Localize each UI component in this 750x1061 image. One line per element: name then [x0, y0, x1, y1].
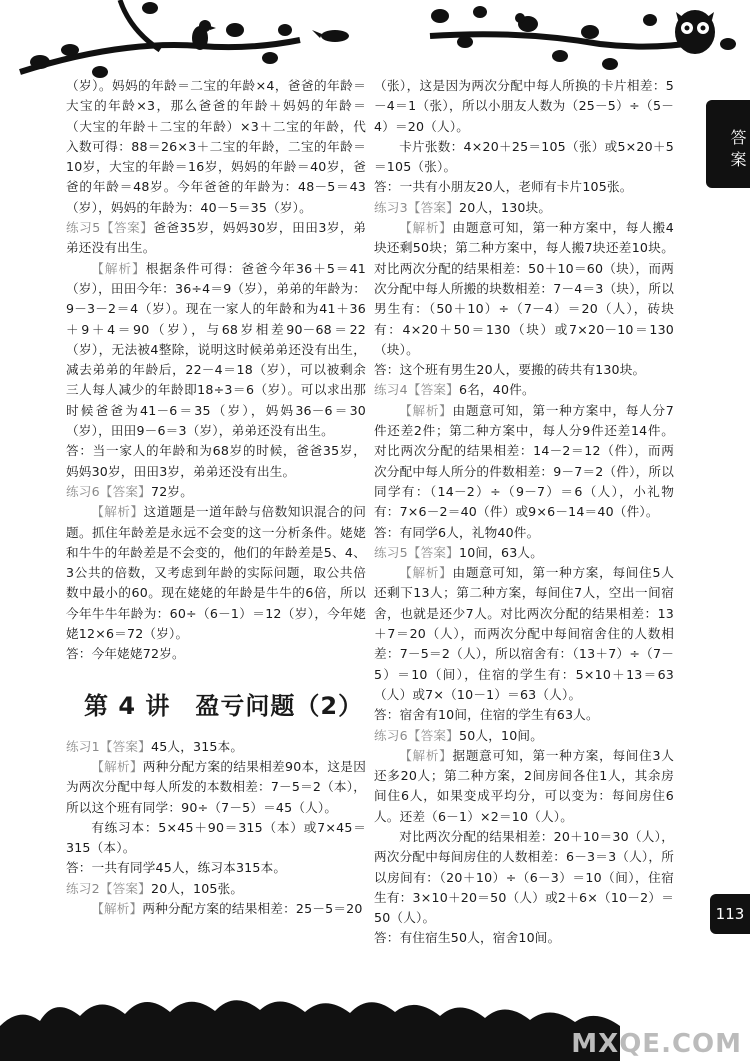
answer-text: 10间，63人。 [458, 544, 544, 560]
lecture4-ex6-analysis [374, 746, 674, 827]
answer-tag: 练习5【答案】 [66, 220, 154, 236]
analysis-tag: 【解析】 [91, 504, 144, 520]
lecture4-ex3-answer [374, 198, 674, 218]
analysis-text: 由题意可知，第一种方案中，每人搬4块还剩50块；第二种方案中，每人搬7块还差10块。对比两次分配的结果相差：50＋10＝60（块），而两次分配中每人所搬的块数相差：7－4＝3（块），所以男生有：（50＋10）÷（7－4）＝20（人），砖块有：4×20＋50＝130（块）或7×20－10＝130（块）。 [374, 220, 674, 357]
lecture4-ex2-answer [66, 879, 366, 899]
answer-tag: 练习2【答案】 [66, 880, 151, 896]
page-number: 113 [710, 894, 750, 934]
analysis-tag: 【解析】 [399, 747, 453, 763]
lecture4-ex4-analysis [374, 401, 674, 523]
lecture4-ex2-analysis [66, 899, 366, 919]
lecture4-ex1-analysis [66, 757, 366, 818]
exercise-6-analysis [66, 502, 366, 644]
lecture4-ex5-analysis [374, 563, 674, 705]
analysis-tag: 【解析】 [399, 565, 453, 581]
answer-text: 50人，10间。 [458, 727, 544, 743]
analysis-tag: 【解析】 [91, 758, 143, 774]
exercise-6-answer [66, 482, 366, 502]
lecture4-ex1-answer [66, 737, 366, 757]
analysis-text: 由题意可知，第一种方案，每间住5人还剩下13人；第二种方案，每间住7人，空出一间宿舍，也就是还少7人。对比两次分配的结果相差：13＋7＝20（人），而两次分配中每间宿舍住的人数相差：7－5＝2（人），所以宿舍有：（13＋7）÷（7－5）＝10（间），住宿的学生有：5×10＋13＝63（人）或7×（10－1）＝63（人）。 [374, 565, 674, 702]
exercise-5-answer [66, 218, 366, 259]
answer-tag: 练习5【答案】 [374, 544, 459, 560]
analysis-tag: 【解析】 [91, 260, 146, 276]
answer-text: 72岁。 [150, 483, 193, 499]
analysis-tag: 【解析】 [91, 900, 143, 916]
paragraph: 卡片张数：4×20＋25＝105（张）或5×20＋5＝105（张）。 [374, 138, 674, 175]
bird-icon [515, 13, 538, 32]
owl-icon [675, 10, 715, 54]
analysis-text: 两种分配方案的结果相差：25－5＝20 [142, 900, 363, 916]
answer-tag: 练习4【答案】 [374, 382, 459, 398]
analysis-text: 由题意可知，第一种方案中，每人分7件还差2件；第二种方案中，每人分9件还差14件。对比两次分配的结果相差：14－2＝12（件），而两次分配中每人所分的件数相差：9－7＝2（件），所以同学有：（14－2）÷（9－7）＝6（人），小礼物有：7×6－2＝40（件）或9×6－14＝40（件）。 [374, 402, 674, 520]
answer-text: 6名，40件。 [458, 382, 535, 398]
flying-bird-icon [312, 30, 349, 42]
analysis-text: 两种分配方案的结果相差90本，这是因为两次分配中每人所发的本数相差：7－5＝2（本），所以这个班有同学：90÷（7－5）＝45（人）。 [66, 758, 366, 815]
lecture4-ex4-answer [374, 380, 674, 400]
analysis-text: 这道题是一道年龄与倍数知识混合的问题。抓住年龄差是永远不会变的这一分析条件。姥姥和牛牛的年龄差是不会变的，他们的年龄差是5、4、3公共的倍数，又考虑到年龄的实际问题，取公共倍数中最小的60。现在姥姥的年龄是牛牛的6倍，所以今年牛牛年龄为：60÷（6－1）＝12（岁），今年姥姥12×6＝72（岁）。 [66, 504, 366, 642]
analysis-text: 根据条件可得：爸爸今年36＋5＝41（岁），田田今年：36÷4＝9（岁），弟弟的年龄为：9－3－2＝4（岁）。现在一家人的年龄和为41＋36＋9＋4＝90（岁），与68岁相差90－68＝22（岁），无法被4整除，说明这时候弟弟还没有出生，减去弟弟的年龄后，22－4＝18（岁），可以被剩余三人每人减少的年龄即18÷3＝6（岁）。可以求出那时候爸爸为41－6＝35（岁），妈妈36－6＝30（岁），田田9－6＝3（岁），弟弟还没有出生。 [66, 260, 366, 439]
analysis-tag: 【解析】 [399, 220, 453, 236]
lecture4-ex4-conclusion: 答：有同学6人，礼物40件。 [374, 524, 540, 540]
exercise-5-analysis [66, 259, 366, 442]
section-heading: 第 4 讲 盈亏问题（2） [84, 691, 364, 720]
paragraph: 有练习本：5×45＋90＝315（本）或7×45＝315（本）。 [66, 819, 366, 856]
lecture4-ex1-conclusion: 答：一共有同学45人，练习本315本。 [66, 860, 287, 876]
answer-tag: 练习6【答案】 [374, 727, 459, 743]
answer-tag: 练习1【答案】 [66, 738, 151, 754]
answer-text: 20人，105张。 [150, 880, 244, 896]
left-column [66, 76, 366, 919]
lecture4-ex6-answer [374, 726, 674, 746]
answer-tag: 练习6【答案】 [66, 483, 151, 499]
paragraph: （岁）。妈妈的年龄＝二宝的年龄×4，爸爸的年龄＝大宝的年龄×3，那么爸爸的年龄＋妈妈的年龄＝（大宝的年龄＋二宝的年龄）×3＋二宝的年龄，代入数可得：88＝26×3＋二宝的年龄，二宝的年龄＝10岁，大宝的年龄＝16岁，妈妈的年龄＝40岁，爸爸的年龄＝48岁。今年爸爸的年龄为：48－5＝43（岁），妈妈的年龄为：40－5＝35（岁）。 [66, 78, 366, 215]
analysis-text: 据题意可知，第一种方案，每间住3人还多20人；第二种方案，2间房间各住1人，其余房间住6人，如果变成平均分，可以变为：每间房住6人。还差（6－1）×2＝10（人）。 [374, 747, 674, 824]
watermark: MXQE.COM [571, 1029, 742, 1059]
paragraph: 对比两次分配的结果相差：20＋10＝30（人），两次分配中每间房住的人数相差：6－3＝3（人），所以房间有：（20＋10）÷（6－3）＝10（间），住宿生有：3×10＋20＝50（人）或2＋6×（10－2）＝50（人）。 [374, 828, 674, 926]
answer-text: 爸爸35岁，妈妈30岁，田田3岁，弟弟还没有出生。 [66, 220, 366, 256]
exercise-5-conclusion: 答：当一家人的年龄和为68岁的时候，爸爸35岁，妈妈30岁，田田3岁，弟弟还没有出生。 [66, 443, 366, 479]
branch-decoration-top [0, 0, 750, 80]
lecture4-ex2-conclusion: 答：一共有小朋友20人，老师有卡片105张。 [374, 179, 633, 195]
answer-text: 45人，315本。 [150, 738, 244, 754]
lecture4-ex6-conclusion: 答：有住宿生50人，宿舍10间。 [374, 930, 561, 946]
lecture4-ex3-analysis [374, 218, 674, 360]
answer-side-tab: 答案 [706, 100, 750, 188]
lecture4-ex3-conclusion: 答：这个班有男生20人，要搬的砖共有130块。 [374, 362, 646, 378]
exercise-6-conclusion: 答：今年姥姥72岁。 [66, 646, 185, 662]
lecture4-ex5-conclusion: 答：宿舍有10间，住宿的学生有63人。 [374, 707, 599, 723]
analysis-tag: 【解析】 [399, 402, 453, 418]
paragraph: （张），这是因为两次分配中每人所换的卡片相差：5－4＝1（张），所以小朋友人数为（25－5）÷（5－4）＝20（人）。 [374, 78, 674, 134]
lecture4-ex5-answer [374, 543, 674, 563]
answer-text: 20人，130块。 [458, 199, 552, 215]
answer-tag: 练习3【答案】 [374, 199, 459, 215]
right-column [374, 76, 674, 949]
